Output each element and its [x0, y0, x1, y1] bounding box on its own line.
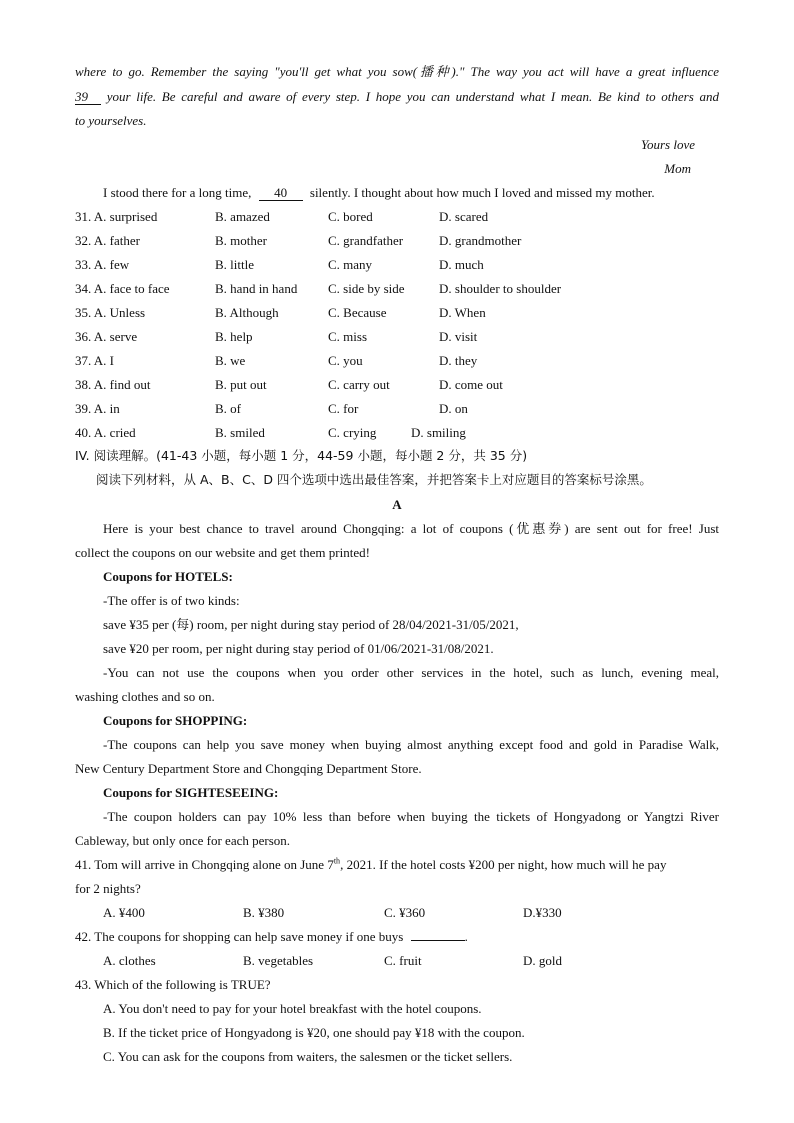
option-35-a: 35. A. Unless [75, 305, 146, 320]
option-40-d: D. smiling [411, 425, 466, 440]
option-31-c: C. bored [328, 209, 373, 224]
q43-option-a: A. You don't need to pay for your hotel breakfast with the hotel coupons. [103, 1001, 482, 1016]
q42-option-a: A. clothes [103, 953, 156, 968]
option-40-b: B. smiled [215, 425, 265, 440]
option-34-b: B. hand in hand [215, 281, 298, 296]
option-35-d: D. When [439, 305, 486, 320]
option-40-a: 40. A. cried [75, 425, 136, 440]
option-39-d: D. on [439, 401, 468, 416]
q42-stem: 42. The coupons for shopping can help save money if one buys . [75, 929, 468, 944]
q41-option-a: A. ¥400 [103, 905, 145, 920]
q43-option-c: C. You can ask for the coupons from waiters, the salesmen or the ticket sellers. [103, 1049, 513, 1064]
blank-40: 40 [259, 186, 303, 201]
hotels-offer: -The offer is of two kinds: [103, 593, 240, 608]
option-33-d: D. much [439, 257, 484, 272]
option-40-c: C. crying [328, 425, 377, 440]
passage-label: A [392, 497, 402, 512]
option-38-b: B. put out [215, 377, 267, 392]
sightseeing-line-2: Cableway, but only once for each person. [75, 833, 291, 848]
q41-option-c: C. ¥360 [384, 905, 426, 920]
hotels-title: Coupons for HOTELS: [103, 569, 233, 584]
option-38-c: C. carry out [328, 377, 390, 392]
option-33-a: 33. A. few [75, 257, 130, 272]
letter-line-2 [75, 89, 719, 105]
story-after: silently. I thought about how much I loved and missed my mother. [309, 185, 655, 200]
story-before: I stood there for a long time, [103, 185, 252, 200]
option-36-b: B. help [215, 329, 253, 344]
option-37-b: B. we [215, 353, 246, 368]
letter-line-3: to yourselves. [75, 113, 147, 128]
option-31-b: B. amazed [215, 209, 270, 224]
story-ending [103, 185, 747, 201]
letter-closing: Yours love [640, 137, 695, 152]
shopping-title: Coupons for SHOPPING: [103, 713, 248, 728]
sightseeing-title: Coupons for SIGHTESEEING: [103, 785, 279, 800]
q41-sup: th [333, 856, 341, 866]
option-39-a: 39. A. in [75, 401, 120, 416]
option-37-d: D. they [439, 353, 478, 368]
hotels-note-2: washing clothes and so on. [75, 689, 215, 704]
option-36-a: 36. A. serve [75, 329, 138, 344]
q41-option-b: B. ¥380 [243, 905, 285, 920]
q42-option-c: C. fruit [384, 953, 422, 968]
q41-stem-a: 41. Tom will arrive in Chongqing alone on June 7 [75, 857, 334, 872]
shopping-line-2: New Century Department Store and Chongqing Department Store. [75, 761, 422, 776]
option-36-c: C. miss [328, 329, 368, 344]
option-39-c: C. for [328, 401, 359, 416]
option-32-a: 32. A. father [75, 233, 140, 248]
option-38-d: D. come out [439, 377, 503, 392]
hotels-save-2: save ¥20 per room, per night during stay period of 01/06/2021-31/08/2021. [103, 641, 494, 656]
q42-option-d: D. gold [523, 953, 562, 968]
option-39-b: B. of [215, 401, 241, 416]
q42-blank [411, 940, 465, 941]
option-34-a: 34. A. face to face [75, 281, 170, 296]
intro-line-2: collect the coupons on our website and get them printed! [75, 545, 370, 560]
q42-stem-text: 42. The coupons for shopping can help save money if one buys [75, 929, 404, 944]
blank-39: 39 [75, 90, 101, 105]
q41-stem-b: , 2021. If the hotel costs ¥200 per night, how much will he pay [340, 857, 667, 872]
option-33-b: B. little [215, 257, 254, 272]
intro-line-1: Here is your best chance to travel around Chongqing: a lot of coupons (优惠券) are sent out for free! Just [103, 521, 719, 536]
letter-signature: Mom [664, 161, 691, 176]
q43-stem: 43. Which of the following is TRUE? [75, 977, 271, 992]
option-32-c: C. grandfather [328, 233, 404, 248]
section-heading: IV. 阅读理解。(41-43 小题，每小题 1 分，44-59 小题，每小题 2 分，共 35 分) [75, 448, 528, 463]
shopping-line-1: -The coupons can help you save money when buying almost anything except food and gold in Paradise Walk, [103, 737, 719, 752]
option-34-c: C. side by side [328, 281, 405, 296]
letter-line-2-text: your life. Be careful and aware of every step. I hope you can understand what I mean. Be kind to others and [106, 89, 719, 104]
option-33-c: C. many [328, 257, 373, 272]
q41-stem-1 [75, 857, 719, 873]
option-35-c: C. Because [328, 305, 387, 320]
q41-option-d: D.¥330 [523, 905, 562, 920]
option-31-a: 31. A. surprised [75, 209, 158, 224]
option-32-d: D. grandmother [439, 233, 522, 248]
q42-option-b: B. vegetables [243, 953, 314, 968]
option-37-c: C. you [328, 353, 363, 368]
hotels-save-1: save ¥35 per (每) room, per night during stay period of 28/04/2021-31/05/2021, [103, 617, 519, 632]
option-36-d: D. visit [439, 329, 478, 344]
letter-line-1: where to go. Remember the saying "you'll get what you sow(播种)." The way you act will have a great influence [75, 64, 719, 79]
option-31-d: D. scared [439, 209, 489, 224]
hotels-note-1: -You can not use the coupons when you order other services in the hotel, such as lunch, evening meal, [103, 665, 719, 680]
section-instruction: 阅读下列材料，从 A、B、C、D 四个选项中选出最佳答案，并把答案卡上对应题目的答案标号涂黑。 [96, 472, 652, 487]
option-32-b: B. mother [215, 233, 267, 248]
option-37-a: 37. A. I [75, 353, 114, 368]
option-38-a: 38. A. find out [75, 377, 151, 392]
sightseeing-line-1: -The coupon holders can pay 10% less than before when buying the tickets of Hongyadong or Yangtzi River [103, 809, 719, 824]
q41-stem-2: for 2 nights? [75, 881, 141, 896]
option-35-b: B. Although [215, 305, 279, 320]
q43-option-b: B. If the ticket price of Hongyadong is ¥20, one should pay ¥18 with the coupon. [103, 1025, 525, 1040]
option-34-d: D. shoulder to shoulder [439, 281, 562, 296]
